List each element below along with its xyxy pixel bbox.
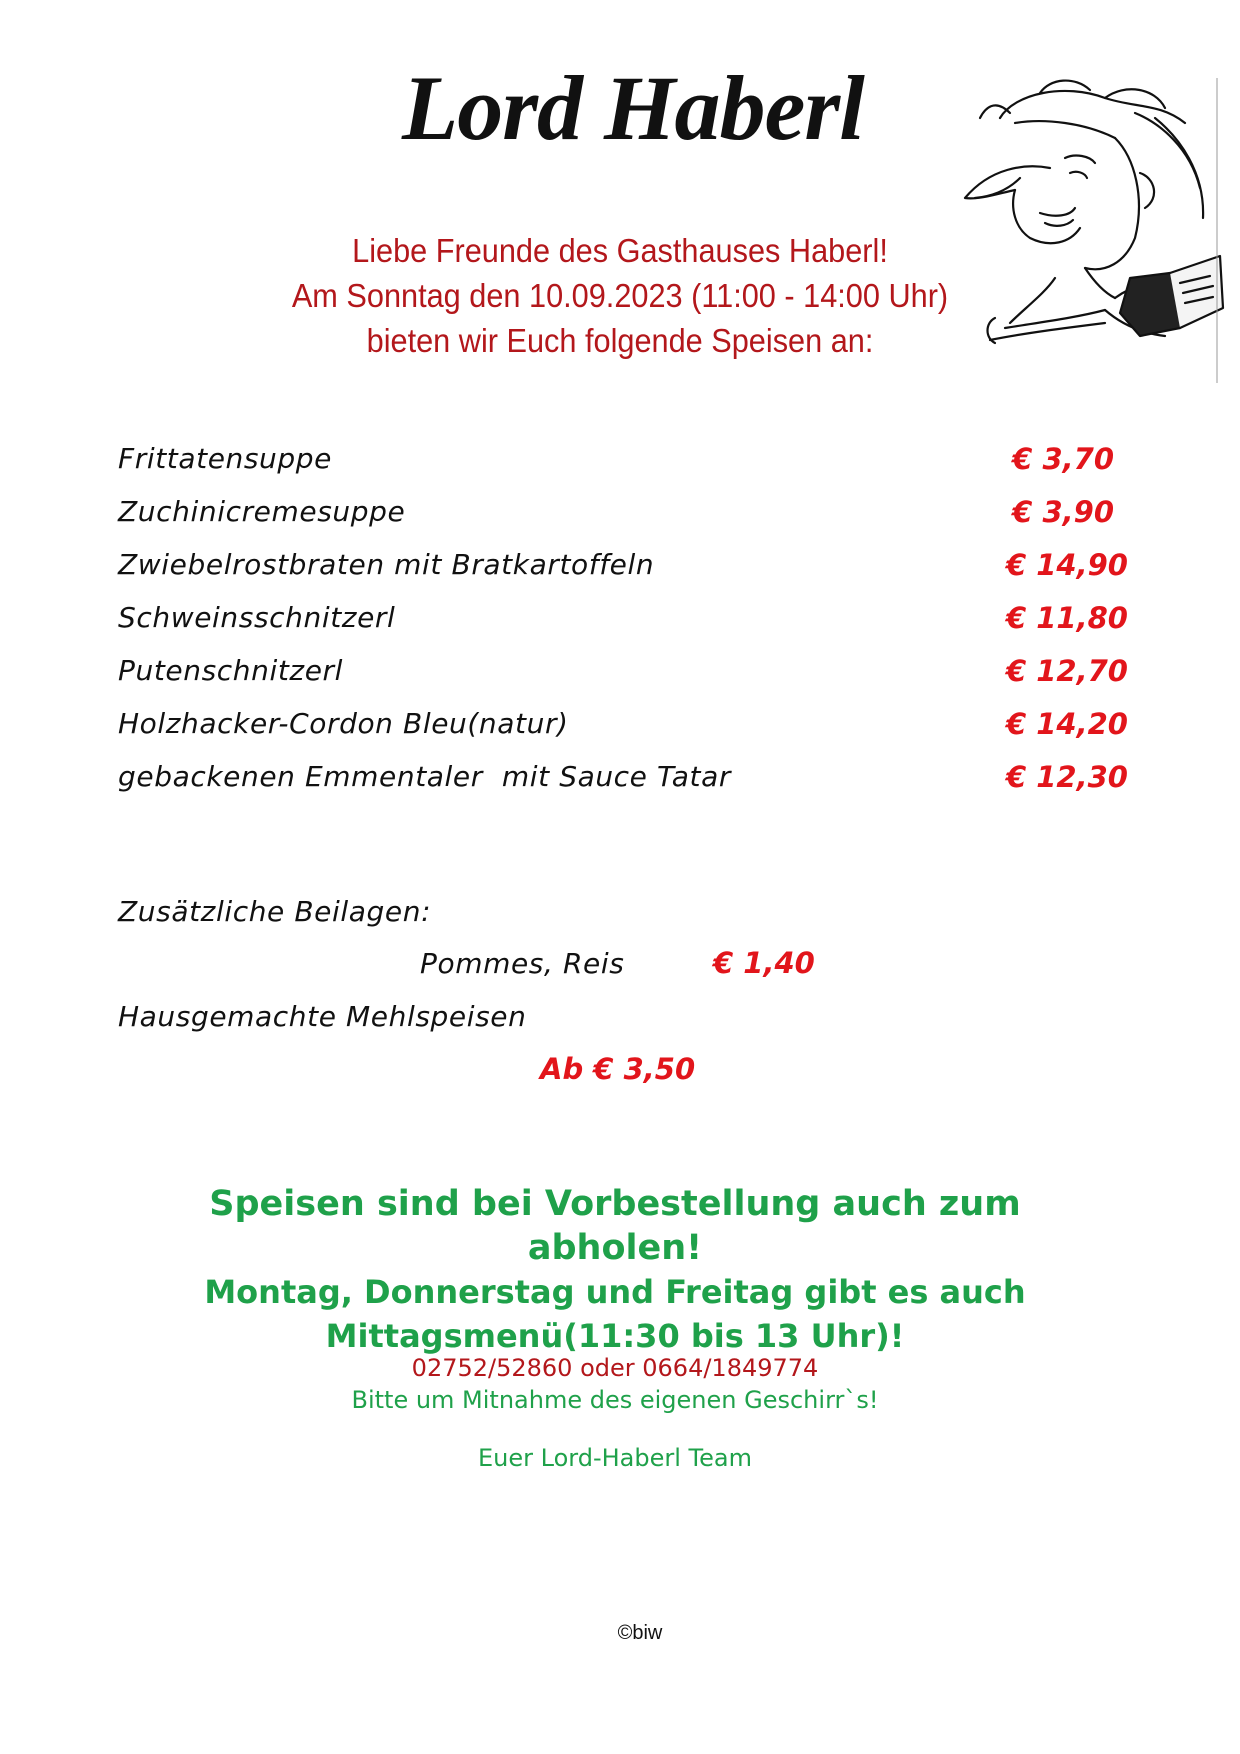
menu-item <box>118 548 1128 601</box>
menu-item-name: Zuchinicremesuppe <box>118 495 406 528</box>
menu-item-price: € 14,20 <box>1005 707 1128 741</box>
menu-item-price: € 12,30 <box>1005 760 1128 794</box>
greeting <box>211 228 1029 363</box>
menu-item-name: Schweinsschnitzerl <box>118 601 396 634</box>
dishes-note: Bitte um Mitnahme des eigenen Geschirr`s! <box>351 1386 879 1414</box>
sides-label: Pommes, Reis <box>420 947 625 980</box>
menu-item <box>118 495 1128 548</box>
menu-item-name: Putenschnitzerl <box>118 654 344 687</box>
menu-item <box>118 654 1128 707</box>
greeting-line-1: Liebe Freunde des Gasthauses Haberl! <box>352 232 888 269</box>
menu-item-name: Zwiebelrostbraten mit Bratkartoffeln <box>118 548 655 581</box>
copyright: ©biw <box>617 1622 663 1644</box>
menu-item-price: € 3,90 <box>1012 495 1114 529</box>
dessert-label: Hausgemachte Mehlspeisen <box>118 1000 527 1033</box>
menu-item <box>118 707 1128 760</box>
notice-line-3: Montag, Donnerstag und Freitag gibt es auch <box>204 1273 1026 1311</box>
phone-numbers: 02752/52860 oder 0664/1849774 <box>411 1354 819 1382</box>
extras-heading: Zusätzliche Beilagen: <box>118 895 432 928</box>
menu-item <box>118 442 1128 495</box>
menu-item-name: Holzhacker-Cordon Bleu(natur) <box>118 707 569 740</box>
menu-item-price: € 3,70 <box>1012 442 1114 476</box>
dessert-price: Ab € 3,50 <box>540 1052 696 1086</box>
menu-item <box>118 760 1128 813</box>
menu-item-price: € 12,70 <box>1005 654 1128 688</box>
sides-price: € 1,40 <box>713 946 815 980</box>
menu-item-price: € 11,80 <box>1005 601 1128 635</box>
team-signature: Euer Lord-Haberl Team <box>478 1444 752 1472</box>
menu-item-name: gebackenen Emmentaler mit Sauce Tatar <box>118 760 731 793</box>
greeting-line-3: bieten wir Euch folgende Speisen an: <box>366 322 874 359</box>
notice-line-2: abholen! <box>527 1228 703 1268</box>
notice-line-4: Mittagsmenü(11:30 bis 13 Uhr)! <box>325 1317 905 1355</box>
page-title: Lord Haberl <box>402 57 864 159</box>
notice-line-1: Speisen sind bei Vorbestellung auch zum <box>209 1184 1021 1224</box>
menu-list <box>118 442 1128 813</box>
menu-item-name: Frittatensuppe <box>118 442 332 475</box>
greeting-line-2: Am Sonntag den 10.09.2023 (11:00 - 14:00 Uhr) <box>291 277 949 314</box>
pickup-notice <box>150 1182 1080 1358</box>
menu-item <box>118 601 1128 654</box>
menu-item-price: € 14,90 <box>1005 548 1128 582</box>
